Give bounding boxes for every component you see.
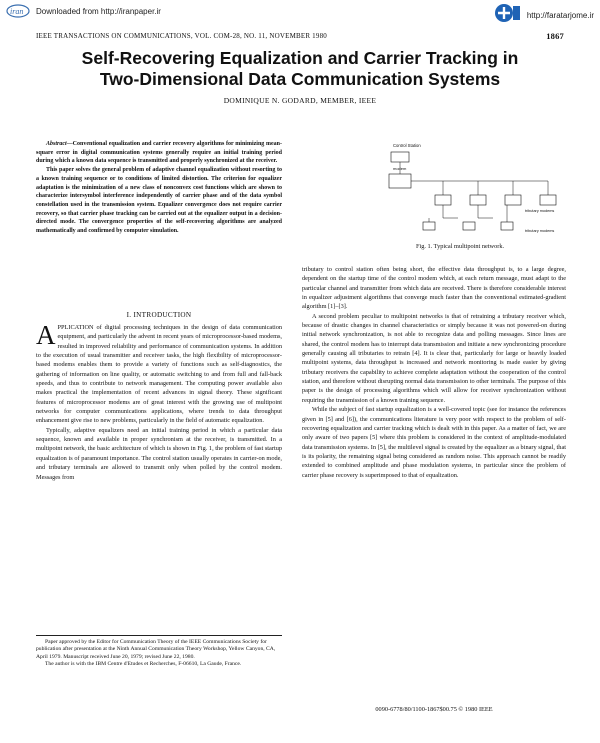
footnote-paragraph-2: The author is with the IBM Centre d'Etudes et Recherches, F-06610, La Gaude, France. [45,660,242,667]
journal-line: IEEE TRANSACTIONS ON COMMUNICATIONS, VOL. COM-28, NO. 11, NOVEMBER 1980 [36,32,327,40]
intro-paragraph-2: Typically, adaptive equalizers need an initial training period in which a particular data sequence, known and available in proper synchronism at the receiver, is transmitted. In a multipoint network, the basic architecture of which is shown in Fig. 1, the problem of fast startup equalization is of paramount importance. The control station usually operates in carrier-on mode, and tributary terminals are allowed to transmit only when polled by the control modem. Messages from [36,426,282,481]
intro-paragraph-1: PPLICATION of digital processing techniques in the design of data communication equipment, and particularly the advent in recent years of microprocessor-based modems, resulted in improved reliability and performance of communication systems. In addition to the execution of usual transmitter and receiver tasks, the high flexibility of microprocessor-based modems enables them to provide a variety of functions such as self-diagnostics, the gathering of information on line quality, or automatic switching to and from full and fall-back speeds, and thus to contribute to network management. The computing power available also makes practical the implementation of recent advances in signal theory. These significant features of microprocessor modems are of great interest with the growing use of multipoint networks for computer communications applications, where trends to data throughput enhancement give rise to new problems, particularly in the field of automatic equalization. [36,324,282,425]
copyright-line: 0090-6778/80/1100-1867$00.75 © 1980 IEEE [375,706,493,713]
figure-multipoint-network [383,140,563,240]
watermark-left [6,2,161,20]
fig-modem-box [389,174,411,188]
watermark-left-text[interactable]: Downloaded from http://iranpaper.ir [36,6,161,16]
running-header [36,32,564,40]
fig-label-tributary-2: tributary modems [525,229,555,233]
fig-trib-box-3 [505,195,521,205]
page-number: 1867 [546,31,564,41]
fig-trib-box-4 [540,195,556,205]
faratarjome-logo-icon [493,2,523,29]
fig-label-control: Control Station [393,143,421,148]
fig-label-tributary-1: tributary modems [525,209,555,213]
introduction-text [36,320,282,482]
fig-trib-box-1 [435,195,451,205]
iranpaper-logo-icon [6,3,32,19]
title-line-2: Two-Dimensional Data Communication Systems [99,69,501,89]
right-column-text [302,265,566,480]
author-line: DOMINIQUE N. GODARD, MEMBER, IEEE [223,96,377,105]
abstract [36,140,282,236]
right-paragraph-continued: tributary to control station often being short, the effective data throughput is, to a large degree, dependent on the startup time of the control modem which, at each return message, must adapt to the particular channel and transmitter from which data are received. There is therefore considerable interest in equalizer adjustment algorithms that converge much faster than the conventional estimated-gradient algorithm [1]–[3]. [302,266,566,311]
fig-label-modem: modem [393,166,407,171]
abstract-label: Abstract [46,141,67,147]
figure-caption: Fig. 1. Typical multipoint network. [415,243,505,250]
title-line-1: Self-Recovering Equalization and Carrier Tracking in [81,48,519,68]
paper-title [30,48,570,90]
section-heading: I. INTRODUCTION [126,311,192,319]
watermark-right-text[interactable]: http://faratarjome.ir [526,11,594,20]
abstract-paragraph-1: —Conventional equalization and carrier recovery algorithms for minimizing mean-square error in digital communication systems generally require an initial training period during which a known data sequence is transmitted and properly synchronized at the receiver. [36,141,282,165]
svg-text:iran: iran [10,7,24,16]
fig-trib-box-2 [470,195,486,205]
footnote-paragraph-1: Paper approved by the Editor for Communication Theory of the IEEE Communications Society for publication after presentation at the Ninth Annual Communication Theory Workshop, Yellow Canyon, CA, April 1979. Manuscript received June 20, 1979; revised June 22, 1980. [36,639,276,660]
right-paragraph-2: While the subject of fast startup equalization is a well-covered topic (see for instance the references given in [5] and [6]), the communications literature is very poor with respect to the problem of self-recovering equalization and carrier tracking which is dealt with in this paper. As a matter of fact, we are only aware of two papers [5] where this problem is considered in the context of amplitude-modulated data transmission systems. In [5], the multilevel signal is created by the equalizer as a binary signal, that is its polarity, the remaining signal being considered as random noise. This approach cannot be readily extended to combined amplitude and phase modulation systems, in particular since the problem of carrier phase recovery is superimposed to that of equalization. [302,406,566,479]
fig-control-box [391,152,409,162]
drop-cap: A [36,320,56,350]
right-paragraph-1: A second problem peculiar to multipoint networks is that of retraining a tributary receiver which, because of drastic changes in channel characteristics or simply because it was not powered-on during initial network synchronization, is not able to recognize data and polling messages. Since lines are shared, the control modem has to interrupt data transmission and initiate a new synchronizing procedure generally causing all tributaries to retrain [4]. It is clear that, particularly for large or heavily loaded multipoint systems, data throughput is increased and network monitoring is made easier by giving tributary receivers the capability to achieve complete adaptation without the cooperation of the control station, and therefore without disrupting normal data transmission to other terminals. The purpose of this paper is the design of processing algorithms which will allow for receiver synchronization without requiring the transmission of a known training sequence. [302,312,566,404]
abstract-paragraph-2: This paper solves the general problem of adaptive channel equalization without resorting to a known training sequence or to conditions of limited distortion. The criterion for equalizer adaptation is the minimization of a new class of nonconvex cost functions which are shown to characterize intersymbol interference independently of carrier phase and of the data symbol constellation used in the transmission system. Equalizer convergence does not require carrier recovery, so that carrier phase tracking can be carried out at the equalizer output in a decision-directed mode. The convergence properties of the self-recovering algorithms are analyzed mathematically and confirmed by computer simulation. [36,167,282,235]
watermark-right [493,2,594,29]
footnote [36,635,282,668]
